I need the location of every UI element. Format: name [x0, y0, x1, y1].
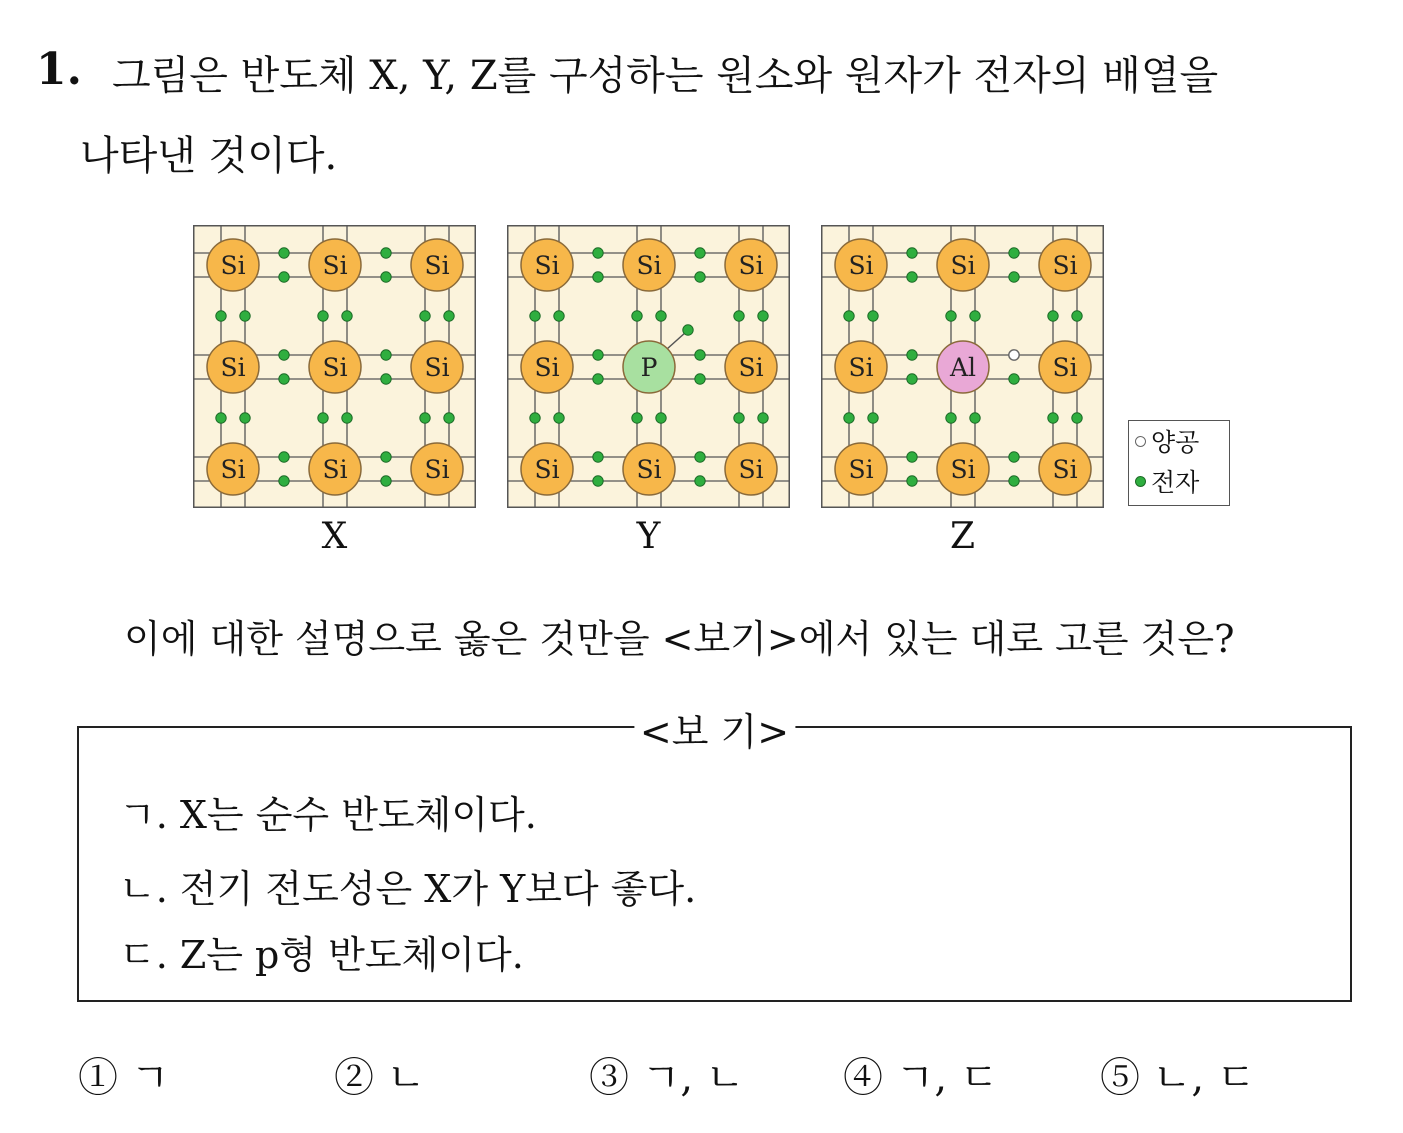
electron-dot — [1009, 452, 1019, 462]
atom-symbol: Si — [220, 455, 246, 484]
atom-symbol: Si — [848, 251, 874, 280]
lattice-x-diagram — [193, 225, 476, 508]
legend-hole-label: 양공 — [1151, 428, 1200, 457]
lattice-x-label: X — [321, 516, 348, 557]
electron-dot — [420, 413, 430, 423]
atom-symbol: Si — [1052, 353, 1078, 382]
electron-dot — [554, 413, 564, 423]
bogi-box — [77, 710, 1352, 1002]
electron-dot — [695, 374, 705, 384]
atom-symbol: Al — [949, 353, 977, 382]
electron-dot — [381, 452, 391, 462]
bogi-statement-3: ㄷ. Z는 p형 반도체이다. — [119, 933, 524, 977]
electron-dot — [216, 413, 226, 423]
electron-dot — [279, 272, 289, 282]
electron-dot — [444, 311, 454, 321]
electron-icon — [1135, 476, 1146, 487]
atom-symbol: Si — [534, 251, 560, 280]
electron-dot — [1009, 272, 1019, 282]
lattice-z-diagram — [821, 225, 1104, 508]
question-number: 1. — [36, 44, 82, 95]
electron-dot — [868, 413, 878, 423]
atom-symbol: Si — [424, 353, 450, 382]
electron-dot — [907, 452, 917, 462]
electron-dot — [216, 311, 226, 321]
bogi-statement-1: ㄱ. X는 순수 반도체이다. — [119, 793, 537, 837]
electron-dot — [1009, 476, 1019, 486]
hole-icon — [1135, 436, 1146, 447]
atom-symbol: Si — [322, 353, 348, 382]
bogi-title: <보 기> — [634, 701, 795, 756]
electron-dot — [240, 413, 250, 423]
electron-dot — [695, 272, 705, 282]
electron-dot — [695, 248, 705, 258]
legend-box — [1128, 420, 1230, 506]
atom-symbol: Si — [220, 251, 246, 280]
electron-dot — [695, 452, 705, 462]
electron-dot — [734, 413, 744, 423]
electron-dot — [593, 272, 603, 282]
electron-dot — [970, 311, 980, 321]
choice-4[interactable]: ④ ㄱ, ㄷ — [843, 1055, 999, 1101]
electron-dot — [318, 413, 328, 423]
atom-symbol: Si — [534, 353, 560, 382]
electron-dot — [946, 413, 956, 423]
electron-dot — [342, 311, 352, 321]
question-stem-line2: 나타낸 것이다. — [80, 133, 338, 179]
electron-dot — [695, 350, 705, 360]
electron-dot — [554, 311, 564, 321]
electron-dot — [1009, 374, 1019, 384]
lattice-y-label: Y — [636, 516, 661, 557]
atom-symbol: Si — [322, 455, 348, 484]
electron-dot — [279, 248, 289, 258]
electron-dot — [318, 311, 328, 321]
atom-symbol: Si — [1052, 455, 1078, 484]
electron-dot — [279, 476, 289, 486]
atom-symbol: Si — [738, 353, 764, 382]
electron-dot — [381, 476, 391, 486]
atom-symbol: Si — [534, 455, 560, 484]
electron-dot — [593, 350, 603, 360]
electron-dot — [420, 311, 430, 321]
electron-dot — [868, 311, 878, 321]
electron-dot — [381, 272, 391, 282]
electron-dot — [530, 311, 540, 321]
electron-dot — [593, 476, 603, 486]
atom-symbol: Si — [322, 251, 348, 280]
electron-dot — [695, 476, 705, 486]
atom-symbol: Si — [738, 455, 764, 484]
choice-2[interactable]: ② ㄴ — [334, 1055, 426, 1101]
atom-symbol: Si — [950, 251, 976, 280]
electron-dot — [907, 272, 917, 282]
electron-dot — [758, 311, 768, 321]
choice-3[interactable]: ③ ㄱ, ㄴ — [589, 1055, 745, 1101]
electron-dot — [632, 413, 642, 423]
electron-dot — [279, 374, 289, 384]
legend-row-hole — [1129, 421, 1229, 461]
electron-dot — [907, 476, 917, 486]
choice-5[interactable]: ⑤ ㄴ, ㄷ — [1100, 1055, 1256, 1101]
electron-dot — [656, 311, 666, 321]
atom-symbol: Si — [1052, 251, 1078, 280]
atom-symbol: Si — [636, 455, 662, 484]
electron-dot — [970, 413, 980, 423]
atom-symbol: Si — [424, 455, 450, 484]
electron-dot — [381, 350, 391, 360]
choice-1[interactable]: ① ㄱ — [78, 1055, 170, 1101]
electron-dot — [593, 374, 603, 384]
atom-symbol: Si — [848, 353, 874, 382]
electron-dot — [844, 311, 854, 321]
electron-dot — [758, 413, 768, 423]
electron-dot — [907, 248, 917, 258]
electron-dot — [530, 413, 540, 423]
bogi-statement-2: ㄴ. 전기 전도성은 X가 Y보다 좋다. — [119, 867, 697, 911]
electron-dot — [632, 311, 642, 321]
electron-dot — [946, 311, 956, 321]
electron-dot — [907, 374, 917, 384]
electron-dot — [444, 413, 454, 423]
electron-dot — [1072, 413, 1082, 423]
atom-symbol: Si — [636, 251, 662, 280]
hole-dot — [1009, 350, 1019, 360]
atom-symbol: P — [640, 353, 658, 382]
electron-dot — [279, 452, 289, 462]
extra-electron-dot — [683, 325, 693, 335]
legend-electron-label: 전자 — [1151, 468, 1200, 497]
electron-dot — [593, 452, 603, 462]
lattice-y-diagram — [507, 225, 790, 508]
atom-symbol: Si — [424, 251, 450, 280]
atom-symbol: Si — [848, 455, 874, 484]
electron-dot — [734, 311, 744, 321]
lattice-z-label: Z — [949, 516, 975, 557]
electron-dot — [279, 350, 289, 360]
electron-dot — [381, 248, 391, 258]
electron-dot — [240, 311, 250, 321]
electron-dot — [844, 413, 854, 423]
electron-dot — [593, 248, 603, 258]
atom-symbol: Si — [220, 353, 246, 382]
electron-dot — [907, 350, 917, 360]
question-prompt: 이에 대한 설명으로 옳은 것만을 <보기>에서 있는 대로 고른 것은? — [124, 617, 1235, 661]
electron-dot — [342, 413, 352, 423]
electron-dot — [656, 413, 666, 423]
electron-dot — [1009, 248, 1019, 258]
atom-symbol: Si — [738, 251, 764, 280]
electron-dot — [1072, 311, 1082, 321]
atom-symbol: Si — [950, 455, 976, 484]
legend-row-electron — [1129, 461, 1229, 501]
electron-dot — [1048, 413, 1058, 423]
question-stem-line1: 그림은 반도체 X, Y, Z를 구성하는 원소와 원자가 전자의 배열을 — [112, 53, 1219, 99]
electron-dot — [381, 374, 391, 384]
electron-dot — [1048, 311, 1058, 321]
